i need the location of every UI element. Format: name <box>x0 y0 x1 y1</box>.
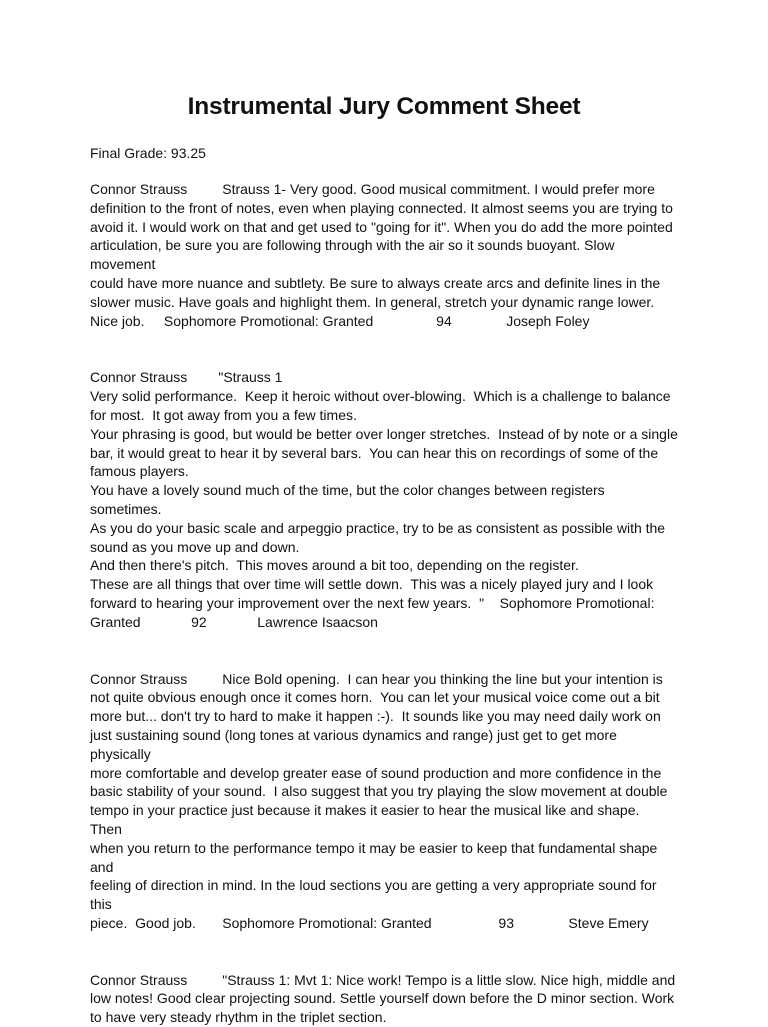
jury-comment-3: Connor Strauss Nice Bold opening. I can hear you thinking the line but your intention is not quite obvious enough once it comes horn. You can let your musical voice come out a bit more but... don't try to hard to make it happen :-). It sounds like you may need daily work on just sustaining sound (long tones at various dynamics and range) just get to get more physically more comfortable and develop greater ease of sound production and more confidence in the basic stability of your sound. I also suggest that you try playing the slow movement at double tempo in your practice just because it makes it easier to hear the musical like and shape. Then when you return to the performance tempo it may be easier to keep that fundamental shape and feeling of direction in mind. In the loud sections you are getting a very appropriate sound for this piece. Good job. Sophomore Promotional: Granted 93 Steve Emery <box>90 670 668 931</box>
jury-comment-1: Connor Strauss Strauss 1- Very good. Good musical commitment. I would prefer more definition to the front of notes, even when playing connected. It almost seems you are trying to avoid it. I would work on that and get used to "going for it". When you do add the more pointed articulation, be sure you are following through with the air so it sounds buoyant. Slow movement could have more nuance and subtlety. Be sure to always create arcs and definite lines in the slower music. Have goals and highlight them. In general, stretch your dynamic range lower. Nice job. Sophomore Promotional: Granted 94 Joseph Foley <box>90 181 673 329</box>
final-grade: Final Grade: 93.25 <box>90 145 206 161</box>
page-title: Instrumental Jury Comment Sheet <box>187 93 581 120</box>
jury-comment-4: Connor Strauss "Strauss 1: Mvt 1: Nice work! Tempo is a little slow. Nice high, middle and low notes! Good clear projecting sound. Settle yourself down before the D minor section. Work to have very steady rhythm in the triplet section. <box>90 971 676 1026</box>
jury-comment-2: Connor Strauss "Strauss 1 Very solid performance. Keep it heroic without over-blowing. Which is a challenge to balance for most. It got away from you a few times. Your phrasing is good, but would be better over longer stretches. Instead of by note or a single bar, it would great to hear it by several bars. You can hear this on recordings of some of the famous players. You have a lovely sound much of the time, but the color changes between registers sometimes. As you do your basic scale and arpeggio practice, try to be as consistent as possible with the sound as you move up and down. And then there's pitch. This moves around a bit too, depending on the register. These are all things that over time will settle down. This was a nicely played jury and I look forward to hearing your improvement over the next few years. " Sophomore Promotional: Granted 92 Lawrence Isaacson <box>90 369 678 630</box>
